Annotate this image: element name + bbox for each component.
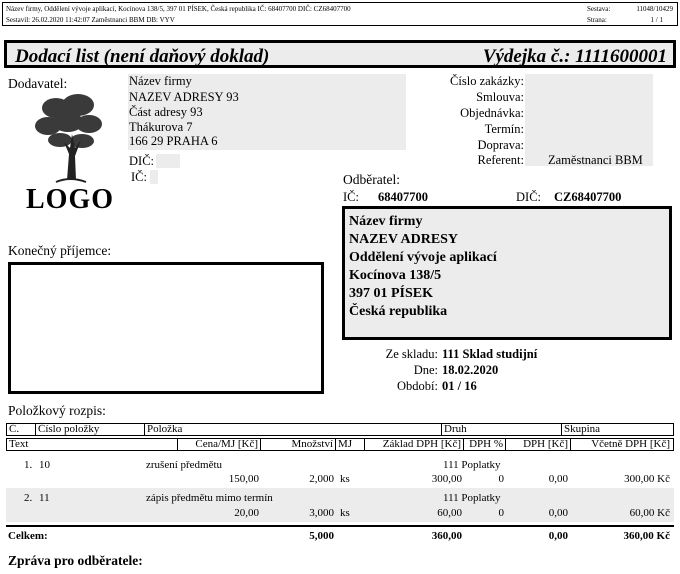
col-header-skupina: Skupina (561, 423, 674, 436)
item-1-zaklad: 300,00 (431, 473, 462, 485)
odberatel-line-4: Kocínova 138/5 (349, 268, 442, 283)
odberatel-line-5: 397 01 PÍSEK (349, 286, 434, 301)
sklad-label: Ze skladu: (385, 347, 438, 361)
item-2-no: 2. (24, 492, 33, 504)
dodavatel-line-1: Název firmy (129, 74, 192, 88)
prijemce-label: Konečný příjemce: (8, 243, 112, 258)
sklad-value: 111 Sklad studijní (442, 347, 538, 361)
col-header-dph: DPH [Kč] (505, 438, 571, 451)
total-label: Celkem: (8, 530, 48, 542)
item-2-dph: 0,00 (548, 507, 568, 519)
odberatel-line-6: Česká republika (349, 304, 448, 319)
dodavatel-label: Dodavatel: (8, 76, 68, 91)
item-1-cena: 150,00 (228, 473, 259, 485)
col-header-dph-pct: DPH % (463, 438, 506, 451)
item-1-mnozstvi: 2,000 (309, 473, 334, 485)
odberatel-line-2: NAZEV ADRESY (349, 232, 459, 247)
total-separator (6, 525, 674, 527)
item-2-name: zápis předmětu mimo termín (146, 492, 273, 504)
meta-label-smlouva: Smlouva: (476, 90, 524, 104)
company-info-line: Název firmy, Oddělení vývoje aplikací, Kocínova 138/5, 397 01 PÍSEK, Česká republika IČ: 68407700 DIČ: CZ68407700 (6, 5, 351, 13)
item-1-code: 10 (39, 459, 50, 471)
item-2-code: 11 (39, 492, 50, 504)
item-1-mj: ks (340, 473, 350, 485)
dodavatel-ic-label: IČ: (131, 170, 147, 184)
document-title-box (4, 40, 676, 68)
sestava-label: Sestava: (587, 5, 611, 13)
col-header-vcetne: Včetně DPH [Kč] (570, 438, 674, 451)
strana-label: Strana: (587, 16, 607, 24)
col-header-cena: Cena/MJ [Kč] (177, 438, 261, 451)
meta-label-objednavka: Objednávka: (460, 106, 524, 120)
item-1-druh: 111 Poplatky (443, 459, 501, 471)
col-header-polozka: Položka (144, 423, 442, 436)
odberatel-address-box (342, 206, 672, 340)
dodavatel-line-5: 166 29 PRAHA 6 (129, 134, 218, 148)
col-header-mnozstvi: Množství (260, 438, 336, 451)
col-header-zaklad: Základ DPH [Kč] (364, 438, 464, 451)
obdobi-value: 01 / 16 (442, 379, 477, 393)
col-header-cislo: Číslo položky (35, 423, 145, 436)
total-zaklad: 360,00 (431, 530, 462, 542)
dodavatel-dic-label: DIČ: (129, 154, 154, 168)
item-1-no: 1. (24, 459, 33, 471)
dodavatel-dic-value (156, 154, 180, 168)
odberatel-line-1: Název firmy (349, 214, 423, 229)
item-1-vcetne: 300,00 Kč (624, 473, 670, 485)
dne-label: Dne: (413, 363, 438, 377)
col-header-druh: Druh (441, 423, 562, 436)
item-1-dph: 0,00 (548, 473, 568, 485)
meta-label-termin: Termín: (484, 122, 524, 136)
tree-logo-icon (34, 92, 104, 184)
obdobi-label: Období: (397, 379, 438, 393)
item-1-dph-pct: 0 (498, 473, 504, 485)
item-2-vcetne: 60,00 Kč (629, 507, 670, 519)
odberatel-ic-value: 68407700 (378, 190, 428, 204)
item-2-dph-pct: 0 (498, 507, 504, 519)
item-2-cena: 20,00 (234, 507, 259, 519)
dne-value: 18.02.2020 (442, 363, 499, 377)
dodavatel-line-2: NAZEV ADRESY 93 (129, 90, 239, 104)
dodavatel-line-4: Thákurova 7 (129, 120, 193, 134)
logo-text: LOGO (26, 184, 115, 215)
item-2-druh: 111 Poplatky (443, 492, 501, 504)
rozpis-label: Položkový rozpis: (8, 403, 106, 418)
item-1-name: zrušení předmětu (146, 459, 223, 471)
meta-value-referent: Zaměstnanci BBM (548, 153, 643, 167)
item-2-zaklad: 60,00 (437, 507, 462, 519)
odberatel-dic-label: DIČ: (516, 190, 541, 204)
dodavatel-line-3: Část adresy 93 (129, 105, 203, 119)
col-header-c: Č. (6, 423, 36, 436)
created-info-line: Sestavil: 26.02.2020 11:42:07 Zaměstnanci BBM DB: VYV (6, 16, 175, 24)
meta-label-zakazka: Číslo zakázky: (450, 74, 524, 88)
odberatel-dic-value: CZ68407700 (554, 190, 622, 204)
report-header-bar (2, 2, 678, 26)
item-2-mnozstvi: 3,000 (309, 507, 334, 519)
strana-value: 1 / 1 (650, 16, 663, 24)
col-header-mj: MJ (335, 438, 365, 451)
total-dph: 0,00 (548, 530, 568, 542)
col-header-text: Text (6, 438, 178, 451)
odberatel-label: Odběratel: (343, 172, 400, 187)
meta-label-referent: Referent: (477, 153, 524, 167)
odberatel-line-3: Oddělení vývoje aplikací (349, 250, 497, 265)
zprava-label: Zpráva pro odběratele: (8, 553, 143, 568)
dodavatel-ic-value (150, 170, 158, 184)
prijemce-box (8, 262, 324, 394)
meta-label-doprava: Doprava: (477, 138, 524, 152)
item-2-mj: ks (340, 507, 350, 519)
odberatel-ic-label: IČ: (343, 190, 359, 204)
total-vcetne: 360,00 Kč (623, 530, 670, 542)
total-mnozstvi: 5,000 (309, 530, 334, 542)
sestava-value: 11048/10429 (636, 5, 673, 13)
document-title: Dodací list (není daňový doklad) (15, 46, 270, 67)
document-number: Výdejka č.: 1111600001 (482, 46, 667, 67)
